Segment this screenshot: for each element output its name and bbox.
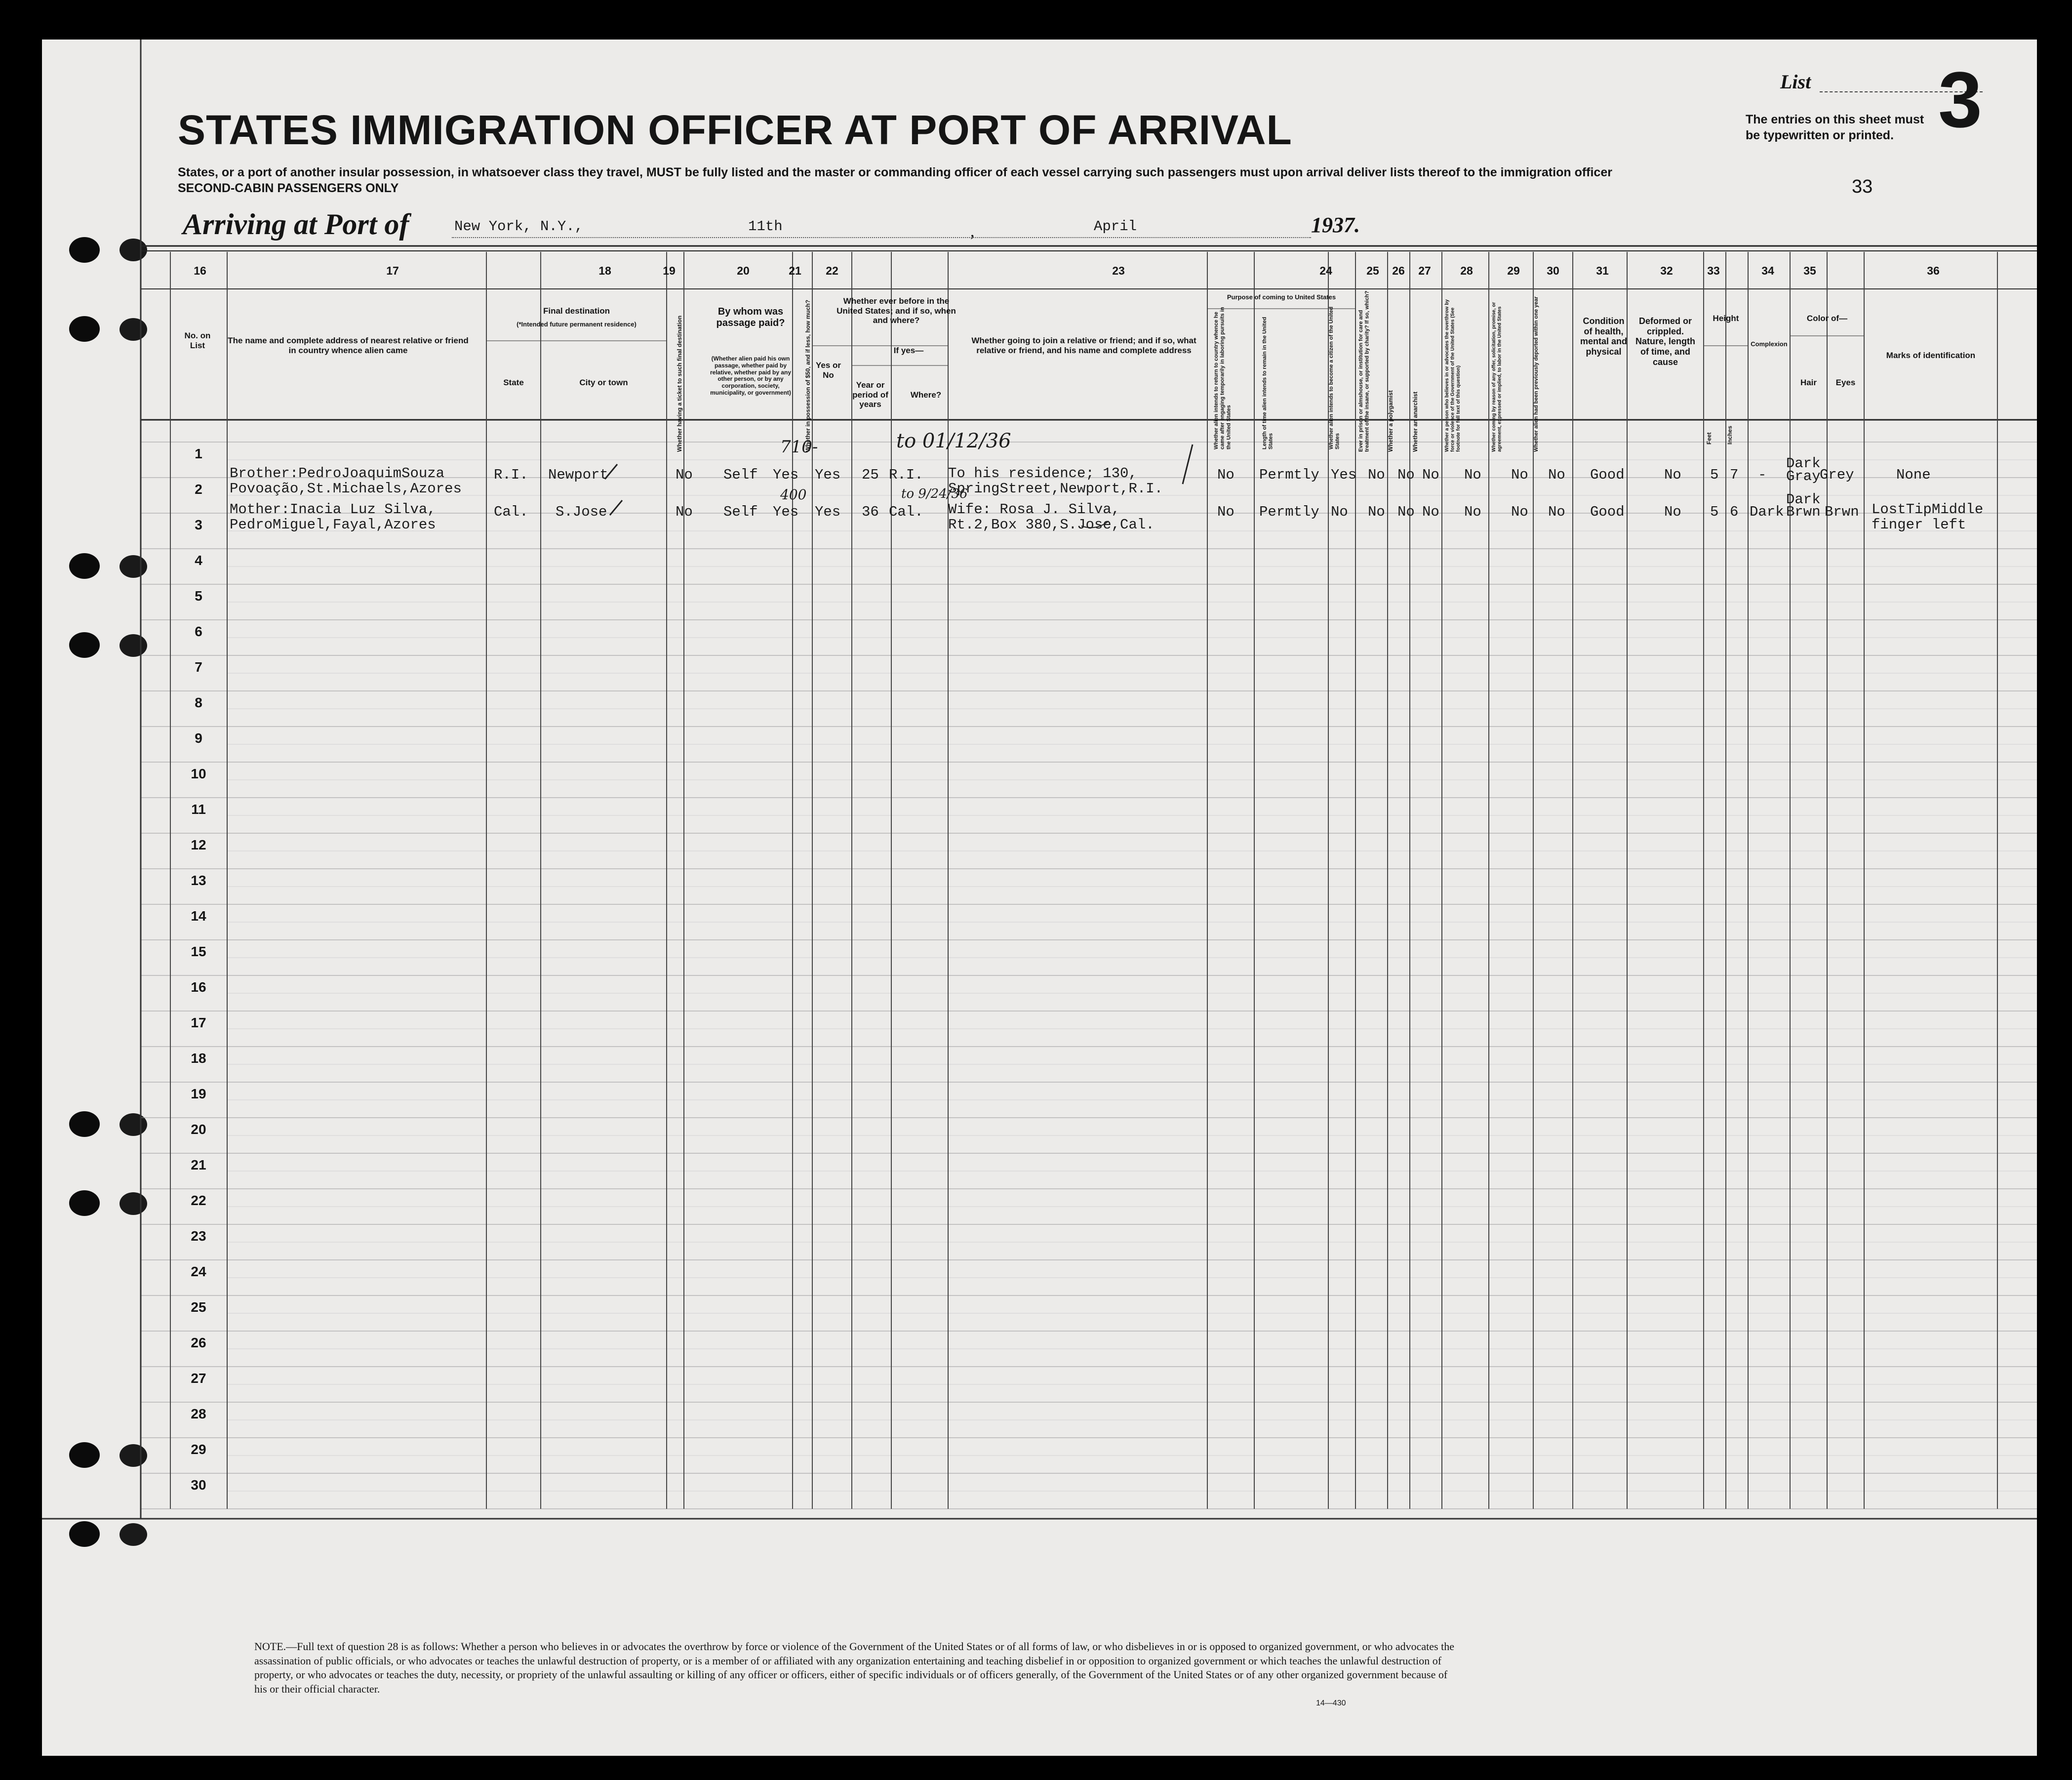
complexion-value: - bbox=[1758, 467, 1767, 483]
header-feet: Feet bbox=[1706, 432, 1713, 445]
header-complexion: Complexion bbox=[1751, 340, 1788, 348]
header-if-yes: If yes— bbox=[893, 346, 924, 355]
column-number: 16 bbox=[194, 264, 206, 277]
feet-value: 5 bbox=[1710, 467, 1719, 483]
hair-line-1: Dark bbox=[1786, 491, 1821, 508]
header-citizen: Whether alien intends to become a citizen of the United States bbox=[1328, 306, 1341, 449]
header-final-destination: Final destination bbox=[543, 306, 610, 316]
length-value: Permtly bbox=[1259, 467, 1319, 483]
header-money: Whether in possession of $50, and if less, how much? bbox=[804, 299, 811, 452]
row-number: 4 bbox=[195, 553, 202, 568]
entries-note-1: The entries on this sheet must bbox=[1746, 113, 1924, 126]
header-ticket: Whether having a ticket to such final destination bbox=[676, 315, 683, 452]
footnote: NOTE.—Full text of question 28 is as follows: Whether a person who believes in or advocates the overthrow by force or violence of the Government of the United States or of all forms of law, or who disbelieves in or is opposed to organized government, or who advocates the assassination of public officials, or who advocates or teaches the unlawful destruction of property, or is a member of or affiliated with any organization entertaining and teaching disbelief in or opposition to organized government or which teaches the unlawful destruction of property, or who advocates or teaches the duty, necessity, or propriety of the unlawful assaulting or killing of any officer or officers, either of specific individuals or of officers generally, of the Government of the United States or of any other organized government because of his or their official character. bbox=[254, 1640, 1454, 1695]
column-number: 17 bbox=[386, 264, 399, 277]
before-value: Yes bbox=[815, 467, 841, 483]
row-number: 25 bbox=[191, 1299, 206, 1315]
header-before-yesno: Yes or No bbox=[815, 361, 841, 380]
header-purpose: Purpose of coming to United States bbox=[1227, 293, 1336, 301]
separator-comma: , bbox=[970, 222, 975, 241]
q30-value: No bbox=[1548, 504, 1565, 520]
q30-value: No bbox=[1548, 467, 1565, 483]
relative-line-1: Mother:Inacia Luz Silva, bbox=[230, 501, 436, 518]
header-anarchist: Whether an anarchist bbox=[1412, 391, 1419, 452]
before-years: 36 bbox=[862, 504, 879, 520]
check-mark bbox=[605, 464, 617, 479]
q28-value: No bbox=[1464, 467, 1481, 483]
column-number: 26 bbox=[1392, 264, 1405, 277]
money-note: 400 bbox=[780, 486, 807, 503]
header-length-stay: Length of time alien intends to remain in the United States bbox=[1262, 317, 1274, 449]
row-number: 28 bbox=[191, 1406, 206, 1421]
city-value: Newport bbox=[548, 467, 608, 483]
header-state: State bbox=[503, 378, 524, 387]
row-number: 16 bbox=[191, 979, 206, 995]
citizen-value: No bbox=[1331, 504, 1348, 520]
state-value: Cal. bbox=[494, 504, 528, 520]
column-number: 35 bbox=[1803, 264, 1816, 277]
column-number: 19 bbox=[663, 264, 676, 277]
column-number: 31 bbox=[1596, 264, 1609, 277]
ticket-value: No bbox=[676, 467, 693, 483]
inches-value: 6 bbox=[1730, 504, 1739, 520]
header-final-destination-note: (*Intended future permanent residence) bbox=[517, 321, 637, 328]
row-number: 21 bbox=[191, 1157, 206, 1173]
column-number: 30 bbox=[1547, 264, 1559, 277]
hair-line-1: Dark bbox=[1786, 455, 1821, 472]
deformed-value: No bbox=[1664, 504, 1681, 520]
join-line-1: Wife: Rosa J. Silva, bbox=[948, 501, 1120, 518]
form-title: STATES IMMIGRATION OFFICER AT PORT OF ARRIVAL bbox=[178, 107, 1292, 153]
join-line-1: To his residence; 130, bbox=[948, 465, 1137, 482]
row-number: 2 bbox=[195, 482, 202, 497]
relative-line-2: Povoação,St.Michaels,Azores bbox=[230, 481, 462, 497]
port-value: New York, N.Y., bbox=[454, 218, 584, 235]
header-year: Year or period of years bbox=[852, 380, 888, 409]
column-number: 25 bbox=[1366, 264, 1379, 277]
header-relative: The name and complete address of nearest relative or friend in country whence alien came bbox=[228, 336, 469, 355]
header-city: City or town bbox=[579, 378, 628, 387]
join-line-2: SpringStreet,Newport,R.I. bbox=[948, 481, 1163, 497]
eyes-value: Grey bbox=[1820, 467, 1854, 483]
row-number: 5 bbox=[195, 588, 202, 604]
paid-by-value: Self bbox=[723, 467, 758, 483]
header-where: Where? bbox=[910, 390, 942, 400]
row-number: 23 bbox=[191, 1228, 206, 1244]
header-prison: Ever in prison or almshouse, or institution for care and treatment of the insane, or supported by charity? If so, which? bbox=[1358, 290, 1370, 452]
row-number: 30 bbox=[191, 1477, 206, 1493]
header-q28: Whether a person who believes in or advocates the overthrow by force or violence of the Government of the United States (See footnote for full text of this question) bbox=[1444, 299, 1461, 452]
header-paid-by: By whom was passage paid? bbox=[716, 306, 785, 328]
eyes-value: Brwn bbox=[1825, 504, 1859, 520]
header-no-on-list: No. on List bbox=[184, 331, 211, 350]
hair-line-2: Gray bbox=[1786, 468, 1821, 485]
before-value: Yes bbox=[815, 504, 841, 520]
list-number: 3 bbox=[1938, 55, 1982, 144]
hair-line-2: Brwn bbox=[1786, 504, 1821, 520]
header-q30: Whether alien had been previously deported within one year bbox=[1533, 296, 1539, 452]
row-number: 11 bbox=[191, 802, 206, 817]
header-marks: Marks of identification bbox=[1886, 351, 1976, 360]
row-number: 20 bbox=[191, 1122, 206, 1137]
column-number: 18 bbox=[598, 264, 611, 277]
column-number: 36 bbox=[1927, 264, 1940, 277]
row-number: 27 bbox=[191, 1371, 206, 1386]
row-number: 7 bbox=[195, 659, 202, 675]
column-number: 22 bbox=[826, 264, 838, 277]
column-number: 21 bbox=[789, 264, 801, 277]
header-hair: Hair bbox=[1800, 378, 1817, 387]
prison-value: No bbox=[1368, 467, 1385, 483]
form-subtitle: States, or a port of another insular possession, in whatsoever class they travel, MUST be fully listed and the master or commanding officer of each vessel carrying such passengers must upon arrival deliver lists thereof to the immigration officer bbox=[178, 165, 1612, 179]
row-number: 14 bbox=[191, 908, 206, 924]
length-value: Permtly bbox=[1259, 504, 1319, 520]
polygamist-value: No bbox=[1397, 504, 1415, 520]
return-value: No bbox=[1217, 467, 1235, 483]
paid-by-value: Self bbox=[723, 504, 758, 520]
before-note: to 9/24/36 bbox=[901, 486, 968, 501]
before-where: R.I. bbox=[889, 467, 923, 483]
header-eyes: Eyes bbox=[1835, 378, 1856, 387]
ticket-value: No bbox=[676, 504, 693, 520]
q28-value: No bbox=[1464, 504, 1481, 520]
check-mark bbox=[1183, 445, 1193, 484]
header-return-country: Whether alien intends to return to country whence he came after engaging temporarily in laboring pursuits in the United States bbox=[1213, 307, 1232, 449]
citizen-value: Yes bbox=[1331, 467, 1357, 483]
month-value: April bbox=[1094, 218, 1137, 235]
money-value: Yes bbox=[773, 467, 799, 483]
money-note: 710- bbox=[780, 437, 818, 457]
column-number: 27 bbox=[1418, 264, 1431, 277]
page-number: 33 bbox=[1852, 176, 1873, 197]
health-value: Good bbox=[1590, 467, 1625, 483]
column-number: 33 bbox=[1707, 264, 1720, 277]
relative-line-2: PedroMiguel,Fayal,Azores bbox=[230, 517, 436, 533]
row-number: 10 bbox=[191, 766, 206, 781]
inches-value: 7 bbox=[1730, 467, 1739, 483]
header-deformed: Deformed or crippled. Nature, length of time, and cause bbox=[1635, 316, 1695, 367]
column-number: 32 bbox=[1660, 264, 1673, 277]
row-number: 13 bbox=[191, 873, 206, 888]
q29-value: No bbox=[1511, 467, 1528, 483]
relative-line-1: Brother:PedroJoaquimSouza bbox=[230, 465, 445, 482]
marks-line-2: finger left bbox=[1872, 517, 1966, 533]
feet-value: 5 bbox=[1710, 504, 1719, 520]
column-number: 24 bbox=[1319, 264, 1332, 277]
check-mark bbox=[610, 500, 622, 515]
header-join: Whether going to join a relative or friend; and if so, what relative or friend, and his name and complete address bbox=[971, 336, 1196, 355]
form-code: 14—430 bbox=[1316, 1699, 1346, 1707]
row-number: 1 bbox=[195, 446, 202, 461]
column-number: 28 bbox=[1460, 264, 1473, 277]
header-before: Whether ever before in the United States; and if so, when and where? bbox=[837, 296, 956, 325]
row-number: 15 bbox=[191, 944, 206, 959]
row-number: 24 bbox=[191, 1264, 206, 1279]
city-value: S.Jose bbox=[556, 504, 607, 520]
pen-marks bbox=[42, 40, 2037, 583]
row-number: 6 bbox=[195, 624, 202, 639]
anarchist-value: No bbox=[1422, 504, 1439, 520]
column-number: 23 bbox=[1112, 264, 1125, 277]
row-number: 8 bbox=[195, 695, 202, 710]
column-number: 29 bbox=[1507, 264, 1520, 277]
row-number: 29 bbox=[191, 1442, 206, 1457]
header-paid-by-note: (Whether alien paid his own passage, whether paid by relative, whether paid by any other person, or by any corporation, society, municipality, or government) bbox=[710, 355, 792, 396]
state-value: R.I. bbox=[494, 467, 528, 483]
complexion-value: Dark bbox=[1750, 504, 1784, 520]
header-health: Condition of health, mental and physical bbox=[1580, 316, 1628, 357]
row-number: 19 bbox=[191, 1086, 206, 1101]
anarchist-value: No bbox=[1422, 467, 1439, 483]
header-polygamist: Whether a polygamist bbox=[1387, 390, 1394, 452]
row-number: 3 bbox=[195, 517, 202, 532]
polygamist-value: No bbox=[1397, 467, 1415, 483]
row-number: 9 bbox=[195, 730, 202, 746]
join-line-2: Rt.2,Box 380,S.Jose,Cal. bbox=[948, 517, 1155, 533]
q29-value: No bbox=[1511, 504, 1528, 520]
row-number: 22 bbox=[191, 1193, 206, 1208]
column-number: 34 bbox=[1761, 264, 1774, 277]
before-years: 25 bbox=[862, 467, 879, 483]
before-note: to 01/12/36 bbox=[896, 430, 1011, 452]
return-value: No bbox=[1217, 504, 1235, 520]
row-number: 17 bbox=[191, 1015, 206, 1030]
manifest-sheet bbox=[42, 40, 2037, 1756]
health-value: Good bbox=[1590, 504, 1625, 520]
header-q29: Whether coming by reason of any offer, solicitation, promise, or agreement, expressed or implied, to labor in the United States bbox=[1491, 302, 1503, 452]
before-where: Cal. bbox=[889, 504, 923, 520]
arriving-label: Arriving at Port of bbox=[183, 208, 409, 241]
prison-value: No bbox=[1368, 504, 1385, 520]
pen-scribble bbox=[1081, 521, 1109, 527]
row-number: 26 bbox=[191, 1335, 206, 1350]
marks-line-1: None bbox=[1896, 467, 1931, 483]
marks-line-1: LostTipMiddle bbox=[1872, 501, 1984, 518]
money-value: Yes bbox=[773, 504, 799, 520]
year-value: 1937. bbox=[1311, 213, 1360, 237]
list-label: List bbox=[1780, 71, 1811, 93]
row-number: 18 bbox=[191, 1051, 206, 1066]
column-number: 20 bbox=[737, 264, 750, 277]
header-color: Color of— bbox=[1806, 314, 1848, 323]
cabin-class: SECOND-CABIN PASSENGERS ONLY bbox=[178, 181, 399, 195]
row-number: 12 bbox=[191, 837, 206, 852]
header-inches: Inches bbox=[1726, 425, 1733, 445]
deformed-value: No bbox=[1664, 467, 1681, 483]
day-value: 11th bbox=[748, 218, 783, 235]
header-height: Height bbox=[1713, 314, 1739, 323]
entries-note-2: be typewritten or printed. bbox=[1746, 128, 1894, 142]
